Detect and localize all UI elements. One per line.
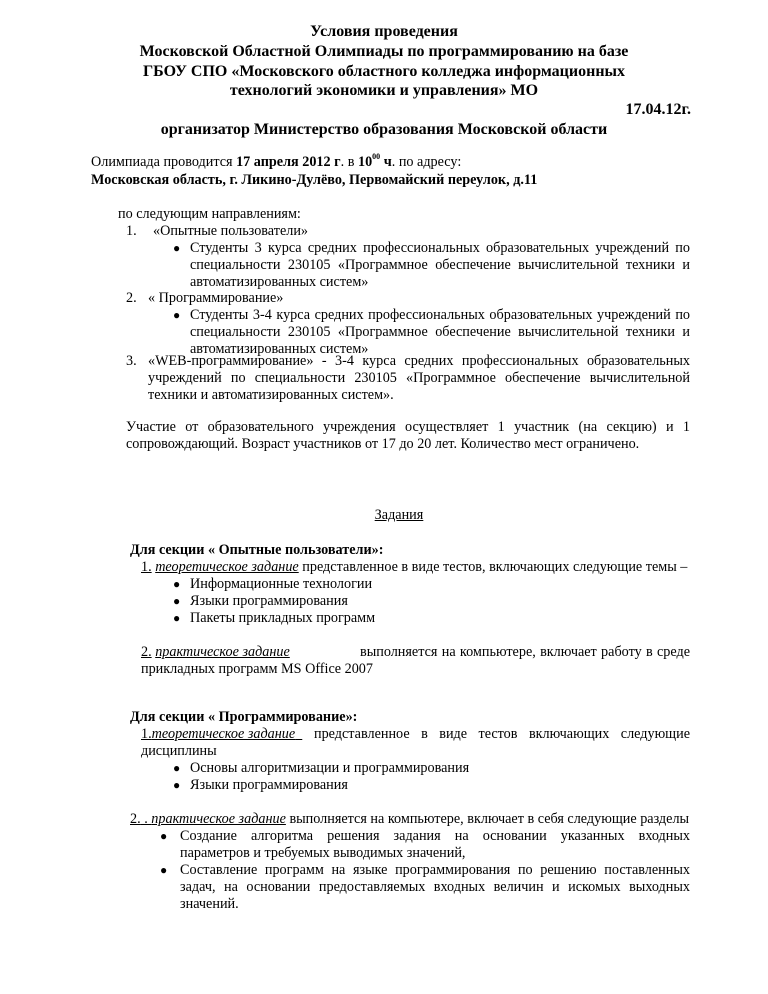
section-1-practice-label: практическое задание (155, 644, 290, 660)
intro-line (91, 154, 461, 171)
intro-minutes: 00 (372, 152, 381, 161)
direction-1-line-1: Студенты 3 курса средних профессиональных образовательных учреждений по (190, 240, 690, 256)
bullet-icon: ● (173, 611, 181, 625)
bullet-icon: ● (173, 778, 181, 792)
section-1-practice (141, 644, 690, 661)
section-2-theory-line-2: дисциплины (141, 743, 217, 759)
section-1-theory (141, 559, 687, 576)
header-organizer: организатор Министерство образования Московской области (160, 121, 608, 138)
direction-3-line-1: «WEB-программирование» - 3-4 курса средних профессиональных образовательных (148, 353, 690, 369)
direction-1-number: 1. (126, 223, 137, 239)
section-2-topic: Языки программирования (190, 777, 348, 793)
direction-2-line-2: специальности 230105 «Программное обеспечение вычислительной техники и (190, 324, 690, 340)
direction-2-line-3: автоматизированных систем» (190, 341, 369, 357)
directions-heading: по следующим направлениям: (118, 206, 301, 222)
direction-1-line-3: автоматизированных систем» (190, 274, 369, 290)
bullet-icon: ● (160, 829, 168, 843)
section-1-practice-text: выполняется на компьютере, включает работу в среде (360, 644, 690, 660)
section-2-item-2-line-1: Составление программ на языке программирования по решению поставленных (180, 862, 690, 878)
section-1-practice-line-2: прикладных программ MS Office 2007 (141, 661, 373, 677)
intro-at: . в (340, 154, 358, 170)
header-line-4: технологий экономики и управления» МО (229, 82, 539, 99)
section-1-practice-number: 2. (141, 644, 152, 660)
bullet-icon: ● (173, 308, 181, 322)
direction-1-title: «Опытные пользователи» (153, 223, 309, 239)
section-2-practice: 2. . практическое задание выполняется на компьютере, включает в себя следующие разделы (130, 811, 690, 827)
participation-line-1: Участие от образовательного учреждения осуществляет 1 участник (на секцию) и 1 (126, 419, 690, 435)
section-2-item-2-line-2: задач, на основании предоставляемых входных величин и искомых выходных (180, 879, 690, 895)
section-2-practice-number: 2. (130, 811, 141, 827)
section-1-topic: Пакеты прикладных программ (190, 610, 376, 626)
direction-2-title: « Программирование» (148, 290, 284, 306)
intro-address: Московская область, г. Ликино-Дулёво, Первомайский переулок, д.11 (91, 172, 538, 188)
section-2-item-1-line-1: Создание алгоритма решения задания на основании указанных входных (180, 828, 690, 844)
bullet-icon: ● (173, 594, 181, 608)
bullet-icon: ● (173, 241, 181, 255)
section-2-practice-text: выполняется на компьютере, включает в себя следующие разделы (289, 811, 690, 827)
section-1-topic: Языки программирования (190, 593, 348, 609)
direction-1-line-2: специальности 230105 «Программное обеспечение вычислительной техники и (190, 257, 690, 273)
intro-year-suffix: г (330, 154, 341, 170)
header-date: 17.04.12г. (625, 101, 691, 118)
intro-pre: Олимпиада проводится (91, 154, 237, 170)
section-2-practice-label: практическое задание (151, 811, 286, 827)
section-2-theory-number: 1. (141, 726, 152, 742)
header-line-2: Московской Областной Олимпиады по программированию на базе (139, 43, 629, 60)
section-1-theory-number: 1. (141, 559, 152, 575)
section-1-theory-label: теоретическое задание (155, 559, 299, 575)
direction-2-number: 2. (126, 290, 137, 306)
intro-hour-suffix: ч (380, 154, 392, 170)
section-1-theory-text: представленное в виде тестов, включающих следующие темы – (302, 559, 688, 575)
header-line-3: ГБОУ СПО «Московского областного колледжа информационных (142, 63, 626, 80)
header-title: Условия проведения (310, 23, 458, 40)
section-1-heading: Для секции « Опытные пользователи»: (130, 542, 384, 558)
direction-3-line-3: техники и автоматизированных систем». (148, 387, 394, 403)
direction-2-line-1: Студенты 3-4 курса средних профессиональных образовательных учреждений по (190, 307, 690, 323)
section-2-heading: Для секции « Программирование»: (130, 709, 358, 725)
direction-3-number: 3. (126, 353, 137, 369)
intro-date: 17 апреля 2012 (236, 154, 331, 170)
bullet-icon: ● (173, 761, 181, 775)
section-1-topic: Информационные технологии (190, 576, 373, 592)
section-2-theory-text: представленное в виде тестов включающих следующие (314, 726, 690, 742)
section-2-item-1-line-2: параметров и требуемых выводимых значений, (180, 845, 466, 861)
intro-hour: 10 (357, 154, 373, 170)
section-2-theory-label: теоретическое задание (151, 726, 296, 742)
direction-3-line-2: учреждений по специальности 230105 «Программное обеспечение вычислительной (148, 370, 690, 386)
participation-line-2: сопровождающий. Возраст участников от 17 до 20 лет. Количество мест ограничено. (126, 436, 640, 452)
tasks-title: Задания (374, 507, 424, 523)
bullet-icon: ● (160, 863, 168, 877)
section-2-topic: Основы алгоритмизации и программирования (190, 760, 470, 776)
bullet-icon: ● (173, 577, 181, 591)
section-2-theory (141, 726, 690, 743)
section-2-item-2-line-3: значений. (180, 896, 239, 912)
intro-post: . по адресу: (391, 154, 462, 170)
